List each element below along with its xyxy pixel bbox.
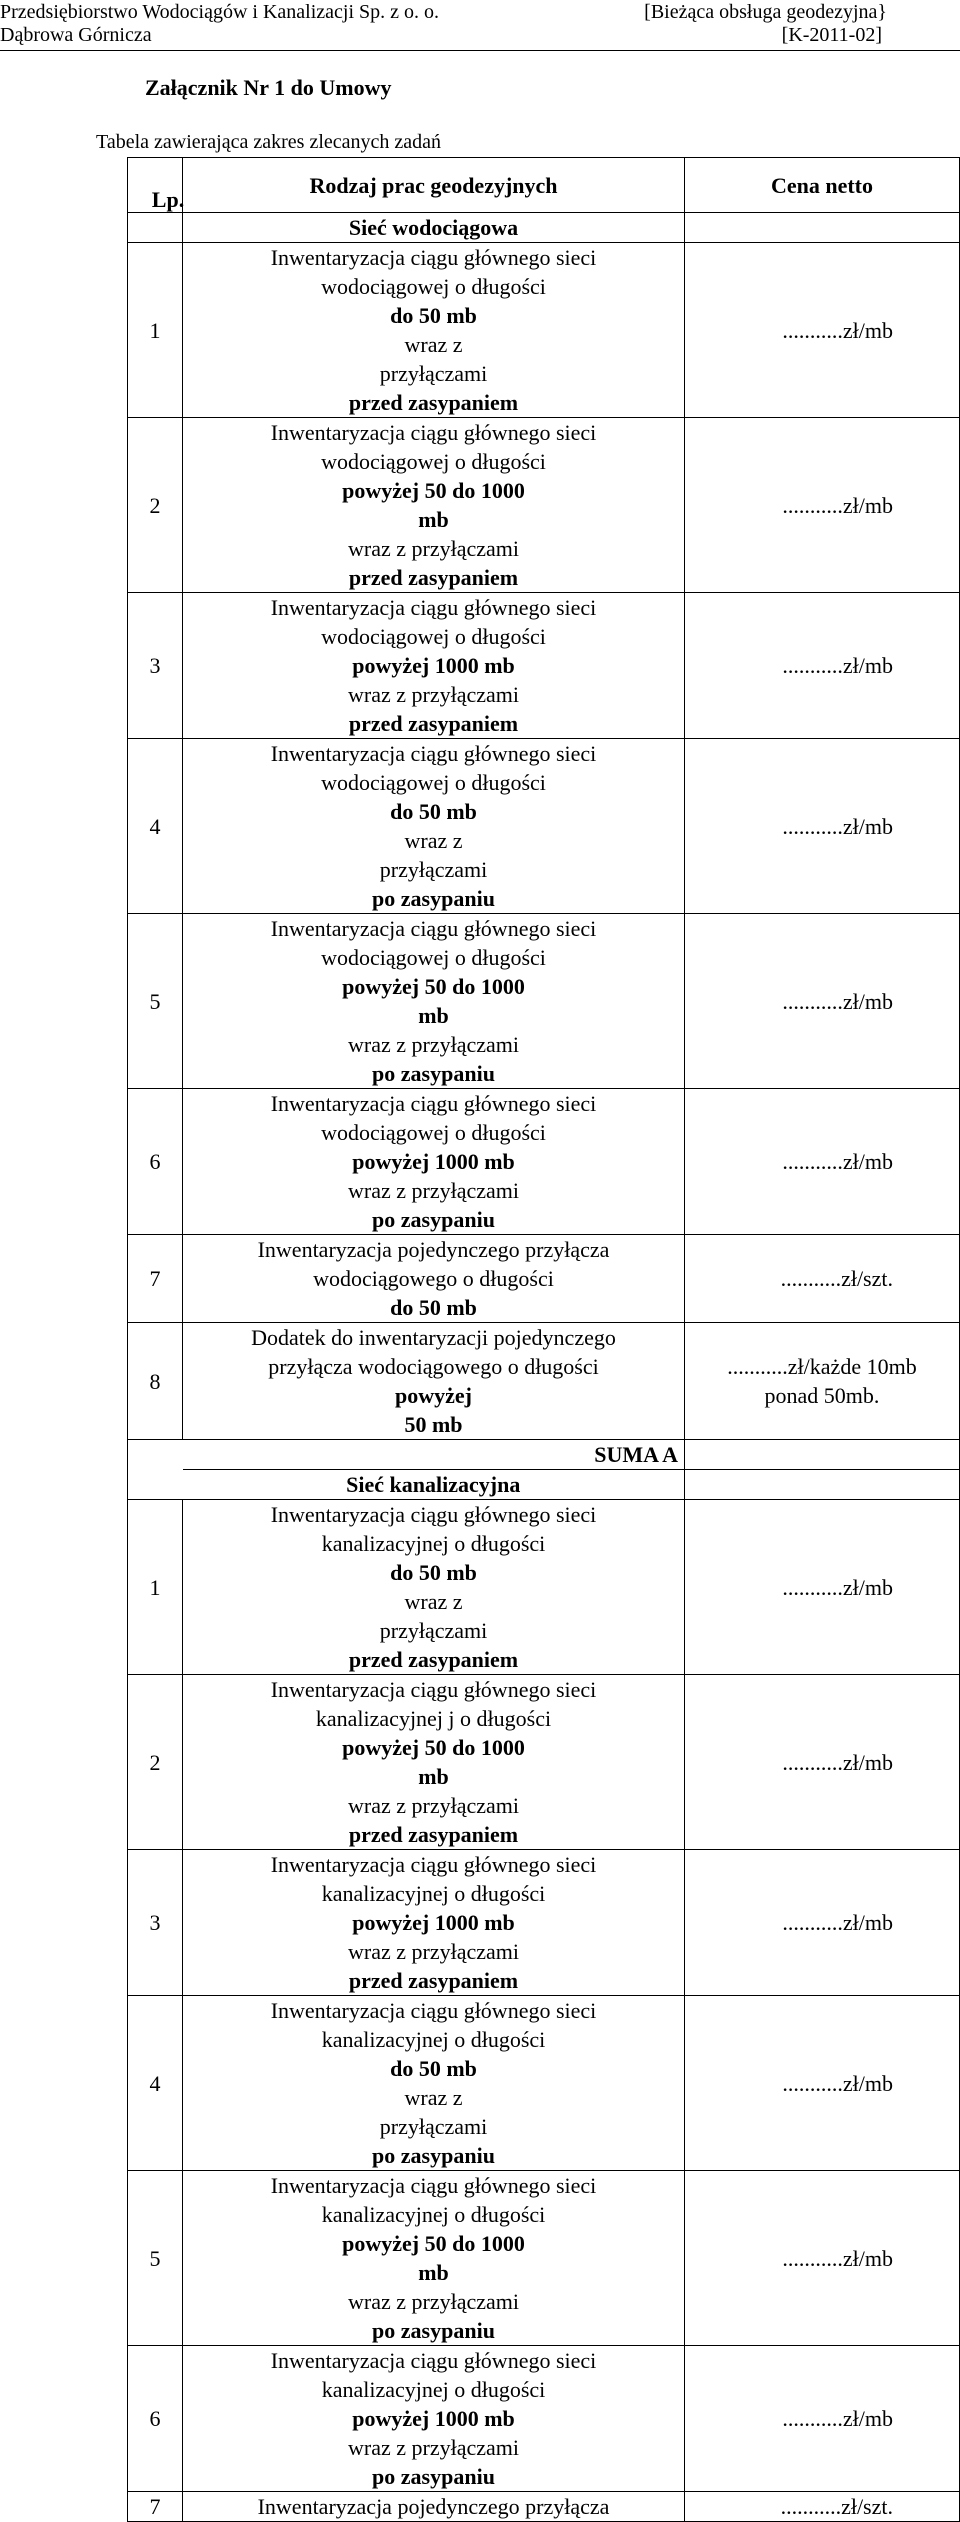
row-price: ...........zł/mb: [685, 1500, 960, 1675]
row-number: 5: [128, 2171, 183, 2346]
table-row: [128, 1850, 960, 1996]
sum-row: [128, 1440, 960, 1470]
company-city: Dąbrowa Górnicza: [0, 24, 152, 46]
row-number: 7: [128, 1235, 183, 1323]
desc-line: Inwentaryzacja ciągu głównego sieci: [270, 1998, 597, 2023]
desc-line: Inwentaryzacja ciągu głównego sieci: [270, 741, 597, 766]
desc-line: wodociągowej o długości powyżej 50 do 1000: [321, 449, 546, 503]
desc-line: wodociągowej o długości do 50 mb wraz z: [321, 770, 546, 853]
desc-line: wodociągowej o długości powyżej 1000 mb: [321, 624, 546, 678]
table-row: [128, 1089, 960, 1235]
row-price: ...........zł/mb: [685, 914, 960, 1089]
row-price: ...........zł/mb: [685, 739, 960, 914]
row-price: ...........zł/mb: [685, 1675, 960, 1850]
sum-a-label: SUMA A: [183, 1440, 685, 1470]
table-row: [128, 2492, 960, 2522]
row-description: [183, 243, 685, 418]
table-row: [128, 418, 960, 593]
table-row: [128, 1323, 960, 1440]
document-subject: [Bieżąca obsługa geodezyjna}: [644, 1, 887, 23]
table-row: [128, 593, 960, 739]
table-row: [128, 739, 960, 914]
row-price: ...........zł/mb: [685, 1996, 960, 2171]
row-description: [183, 2346, 685, 2492]
section-title-sewer: Sieć kanalizacyjna: [183, 1470, 685, 1500]
desc-line: kanalizacyjnej o długości do 50 mb wraz z: [321, 1531, 546, 1614]
desc-line: wodociągowej o długości powyżej 50 do 1000: [321, 945, 546, 999]
table-row: [128, 1235, 960, 1323]
page-title: Załącznik Nr 1 do Umowy: [145, 75, 392, 100]
row-description: [183, 1500, 685, 1675]
desc-line: mb wraz z przyłączami przed zasypaniem: [348, 507, 519, 590]
desc-line: wraz z przyłączami po zasypaniu: [348, 1178, 519, 1232]
row-price: ...........zł/mb: [685, 418, 960, 593]
desc-line: przyłączami po zasypaniu: [372, 2114, 495, 2168]
desc-line: Inwentaryzacja ciągu głównego sieci: [270, 1091, 597, 1116]
desc-line: przyłącza wodociągowego o długości powyżej: [268, 1354, 599, 1408]
table-row: [128, 1675, 960, 1850]
column-header-price: Cena netto: [685, 158, 960, 213]
company-name: Przedsiębiorstwo Wodociągów i Kanalizacji Sp. z o. o.: [0, 1, 440, 23]
desc-line: wraz z przyłączami przed zasypaniem: [348, 1939, 519, 1993]
desc-line: Inwentaryzacja ciągu głównego sieci: [270, 1677, 597, 1702]
column-header-description: Rodzaj prac geodezyjnych: [183, 158, 685, 213]
desc-line: przyłączami przed zasypaniem: [348, 1618, 519, 1672]
row-description: [183, 914, 685, 1089]
desc-line: Inwentaryzacja ciągu głównego sieci: [270, 916, 597, 941]
row-number: 3: [128, 1850, 183, 1996]
row-number: 4: [128, 739, 183, 914]
row-number: 4: [128, 1996, 183, 2171]
table-row: [128, 2346, 960, 2492]
table-header-row: [128, 158, 960, 213]
row-price: ...........zł/mb: [685, 1089, 960, 1235]
desc-line: Inwentaryzacja pojedynczego przyłącza: [257, 1237, 610, 1262]
desc-line: Dodatek do inwentaryzacji pojedynczego: [251, 1325, 616, 1350]
tasks-table: [127, 157, 960, 2522]
desc-line: Inwentaryzacja ciągu głównego sieci: [270, 1502, 597, 1527]
desc-line: kanalizacyjnej o długości powyżej 1000 mb: [321, 2377, 546, 2431]
desc-line: mb wraz z przyłączami po zasypaniu: [348, 2260, 519, 2343]
desc-line: Inwentaryzacja ciągu głównego sieci: [270, 245, 597, 270]
row-price: ...........zł/mb: [685, 243, 960, 418]
row-description: Inwentaryzacja pojedynczego przyłącza: [183, 2492, 685, 2522]
desc-line: kanalizacyjnej o długości do 50 mb wraz z: [321, 2027, 546, 2110]
table-row: [128, 914, 960, 1089]
section-title-water: Sieć wodociągowa: [183, 213, 685, 243]
desc-line: wodociągowej o długości do 50 mb wraz z: [321, 274, 546, 357]
row-description: [183, 418, 685, 593]
table-row: [128, 1500, 960, 1675]
row-description: [183, 1323, 685, 1440]
row-description: [183, 1850, 685, 1996]
row-number: 2: [128, 418, 183, 593]
row-number: 1: [128, 1500, 183, 1675]
table-caption: Tabela zawierająca zakres zlecanych zadań: [96, 131, 442, 153]
desc-line: wraz z przyłączami po zasypaniu: [348, 2435, 519, 2489]
desc-line: Inwentaryzacja ciągu głównego sieci: [270, 420, 597, 445]
row-number: 8: [128, 1323, 183, 1440]
row-price: ...........zł/szt.: [685, 1235, 960, 1323]
row-price: ...........zł/mb: [685, 593, 960, 739]
desc-line: wraz z przyłączami przed zasypaniem: [348, 682, 519, 736]
desc-line: kanalizacyjnej o długości powyżej 1000 mb: [321, 1881, 546, 1935]
section-row: [128, 1470, 960, 1500]
desc-line: mb wraz z przyłączami po zasypaniu: [348, 1003, 519, 1086]
column-header-lp: Lp.: [128, 158, 183, 213]
row-price: ...........zł/mb: [685, 2346, 960, 2492]
desc-line: kanalizacyjnej j o długości powyżej 50 do 1000: [315, 1706, 552, 1760]
row-price: ...........zł/mb: [685, 1850, 960, 1996]
page-header: [0, 0, 960, 50]
row-number: 6: [128, 2346, 183, 2492]
row-description: [183, 593, 685, 739]
desc-line: wodociągowej o długości powyżej 1000 mb: [321, 1120, 546, 1174]
section-row: [128, 213, 960, 243]
table-row: [128, 1996, 960, 2171]
table-row: [128, 243, 960, 418]
row-number: 6: [128, 1089, 183, 1235]
desc-line: kanalizacyjnej o długości powyżej 50 do 1000: [321, 2202, 546, 2256]
row-description: [183, 1235, 685, 1323]
header-divider: [0, 50, 960, 51]
document-code: [K-2011-02]: [781, 24, 882, 46]
row-description: [183, 1089, 685, 1235]
desc-line: Inwentaryzacja ciągu głównego sieci: [270, 1852, 597, 1877]
row-description: [183, 1996, 685, 2171]
desc-line: przyłączami przed zasypaniem: [348, 361, 519, 415]
desc-line: Inwentaryzacja ciągu głównego sieci: [270, 2348, 597, 2373]
desc-line: przyłączami po zasypaniu: [372, 857, 495, 911]
row-price: ...........zł/szt.: [685, 2492, 960, 2522]
desc-line: Inwentaryzacja ciągu głównego sieci: [270, 595, 597, 620]
desc-line: wodociągowego o długości do 50 mb: [313, 1266, 554, 1320]
row-number: 1: [128, 243, 183, 418]
row-number: 7: [128, 2492, 183, 2522]
row-number: 3: [128, 593, 183, 739]
row-number: 5: [128, 914, 183, 1089]
row-price: ...........zł/każde 10mb ponad 50mb.: [685, 1323, 960, 1440]
table-row: [128, 2171, 960, 2346]
row-description: [183, 739, 685, 914]
desc-line: Inwentaryzacja ciągu głównego sieci: [270, 2173, 597, 2198]
row-price: ...........zł/mb: [685, 2171, 960, 2346]
row-description: [183, 2171, 685, 2346]
desc-line: 50 mb: [404, 1412, 463, 1437]
desc-line: mb wraz z przyłączami przed zasypaniem: [348, 1764, 519, 1847]
row-description: [183, 1675, 685, 1850]
row-number: 2: [128, 1675, 183, 1850]
